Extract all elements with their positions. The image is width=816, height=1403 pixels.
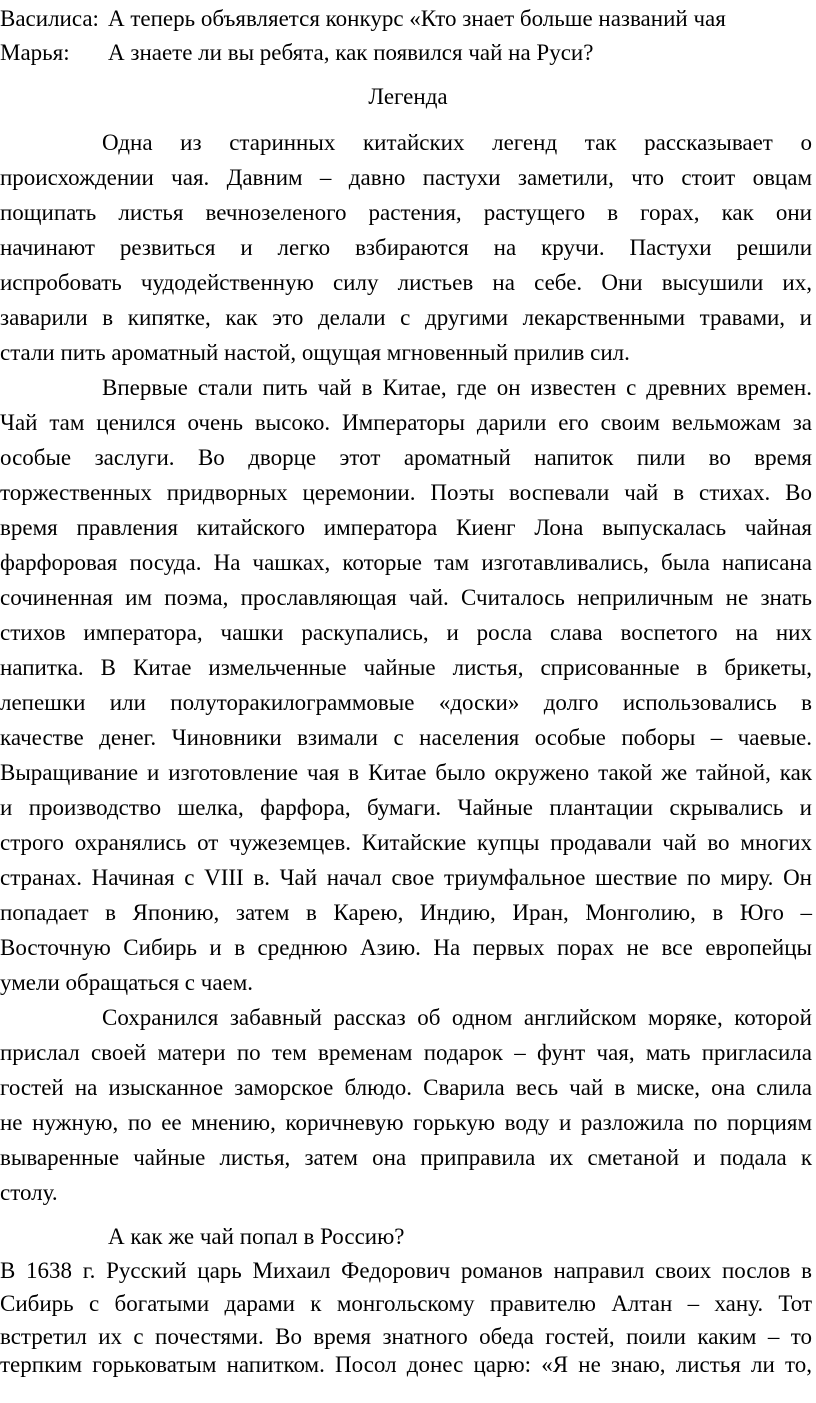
- question-line: А как же чай попал в Россию?: [108, 1224, 405, 1249]
- paragraph-line: строго охранялись от чужеземцев. Китайские купцы продавали чай во многих: [0, 830, 812, 855]
- paragraph-line: и производство шелка, фарфора, бумаги. Чайные плантации скрывались и: [0, 795, 812, 820]
- paragraph-line: Впервые стали пить чай в Китае, где он известен с древних времен.: [102, 375, 812, 400]
- paragraph-line: особые заслуги. Во дворце этот ароматный напиток пили во время: [0, 445, 812, 470]
- speaker-name: Марья:: [0, 40, 70, 65]
- dialogue-text: А знаете ли вы ребята, как появился чай на Руси?: [108, 40, 594, 65]
- paragraph-line: столу.: [0, 1180, 58, 1205]
- paragraph-line: стали пить ароматный настой, ощущая мгновенный прилив сил.: [0, 340, 630, 365]
- paragraph-line: напитка. В Китае измельченные чайные листья, сприсованные в брикеты,: [0, 655, 812, 680]
- paragraph-line: стихов императора, чашки раскупались, и росла слава воспетого на них: [0, 620, 812, 645]
- paragraph-line: происхождении чая. Давним – давно пастухи заметили, что стоит овцам: [0, 165, 812, 190]
- paragraph-line: качестве денег. Чиновники взимали с населения особые поборы – чаевые.: [0, 725, 812, 750]
- paragraph-line: встретил их с почестями. Во время знатного обеда гостей, поили каким – то: [0, 1324, 812, 1349]
- paragraph-line: время правления китайского императора Киенг Лона выпускалась чайная: [0, 515, 812, 540]
- speaker-name: Василиса:: [0, 6, 99, 31]
- paragraph-line: Одна из старинных китайских легенд так рассказывает о: [102, 130, 812, 155]
- dialogue-text: А теперь объявляется конкурс «Кто знает больше названий чая: [108, 6, 726, 31]
- section-heading: Легенда: [368, 84, 448, 109]
- paragraph-line: странах. Начиная с VIII в. Чай начал свое триумфальное шествие по миру. Он: [0, 865, 812, 890]
- paragraph-line: В 1638 г. Русский царь Михаил Федорович романов направил своих послов в: [0, 1258, 812, 1283]
- paragraph-line: испробовать чудодейственную силу листьев на себе. Они высушили их,: [0, 270, 812, 295]
- paragraph-line: Выращивание и изготовление чая в Китае было окружено такой же тайной, как: [0, 760, 812, 785]
- paragraph-line: заварили в кипятке, как это делали с другими лекарственными травами, и: [0, 305, 812, 330]
- dialogue-line-1: [0, 6, 726, 31]
- dialogue-line-2: [0, 40, 593, 65]
- paragraph-line: умели обращаться с чаем.: [0, 970, 254, 995]
- paragraph-line: Сибирь с богатыми дарами к монгольскому правителю Алтан – хану. Тот: [0, 1291, 812, 1316]
- paragraph-line: лепешки или полуторакилограммовые «доски» долго использовались в: [0, 690, 812, 715]
- paragraph-line: начинают резвиться и легко взбираются на кручи. Пастухи решили: [0, 235, 812, 260]
- paragraph-line: Сохранился забавный рассказ об одном английском моряке, которой: [102, 1005, 812, 1030]
- paragraph-line: Чай там ценился очень высоко. Императоры дарили его своим вельможам за: [0, 410, 812, 435]
- paragraph-line: пощипать листья вечнозеленого растения, растущего в горах, как они: [0, 200, 812, 225]
- paragraph-line: гостей на изысканное заморское блюдо. Сварила весь чай в миске, она слила: [0, 1075, 812, 1100]
- paragraph-line: вываренные чайные листья, затем она приправила их сметаной и подала к: [0, 1145, 812, 1170]
- paragraph-line: сочиненная им поэма, прославляющая чай. Считалось неприличным не знать: [0, 585, 812, 610]
- paragraph-line: прислал своей матери по тем временам подарок – фунт чая, мать пригласила: [0, 1040, 812, 1065]
- paragraph-line-cut: терпким горьковатым напитком. Посол донес царю: «Я не знаю, листья ли то,: [0, 1352, 812, 1377]
- paragraph-line: попадает в Японию, затем в Карею, Индию, Иран, Монголию, в Юго –: [0, 900, 812, 925]
- paragraph-line: не нужную, по ее мнению, коричневую горькую воду и разложила по порциям: [0, 1110, 812, 1135]
- paragraph-line: торжественных придворных церемонии. Поэты воспевали чай в стихах. Во: [0, 480, 812, 505]
- paragraph-line: фарфоровая посуда. На чашках, которые там изготавливались, была написана: [0, 550, 812, 575]
- paragraph-line: Восточную Сибирь и в среднюю Азию. На первых порах не все европейцы: [0, 935, 812, 960]
